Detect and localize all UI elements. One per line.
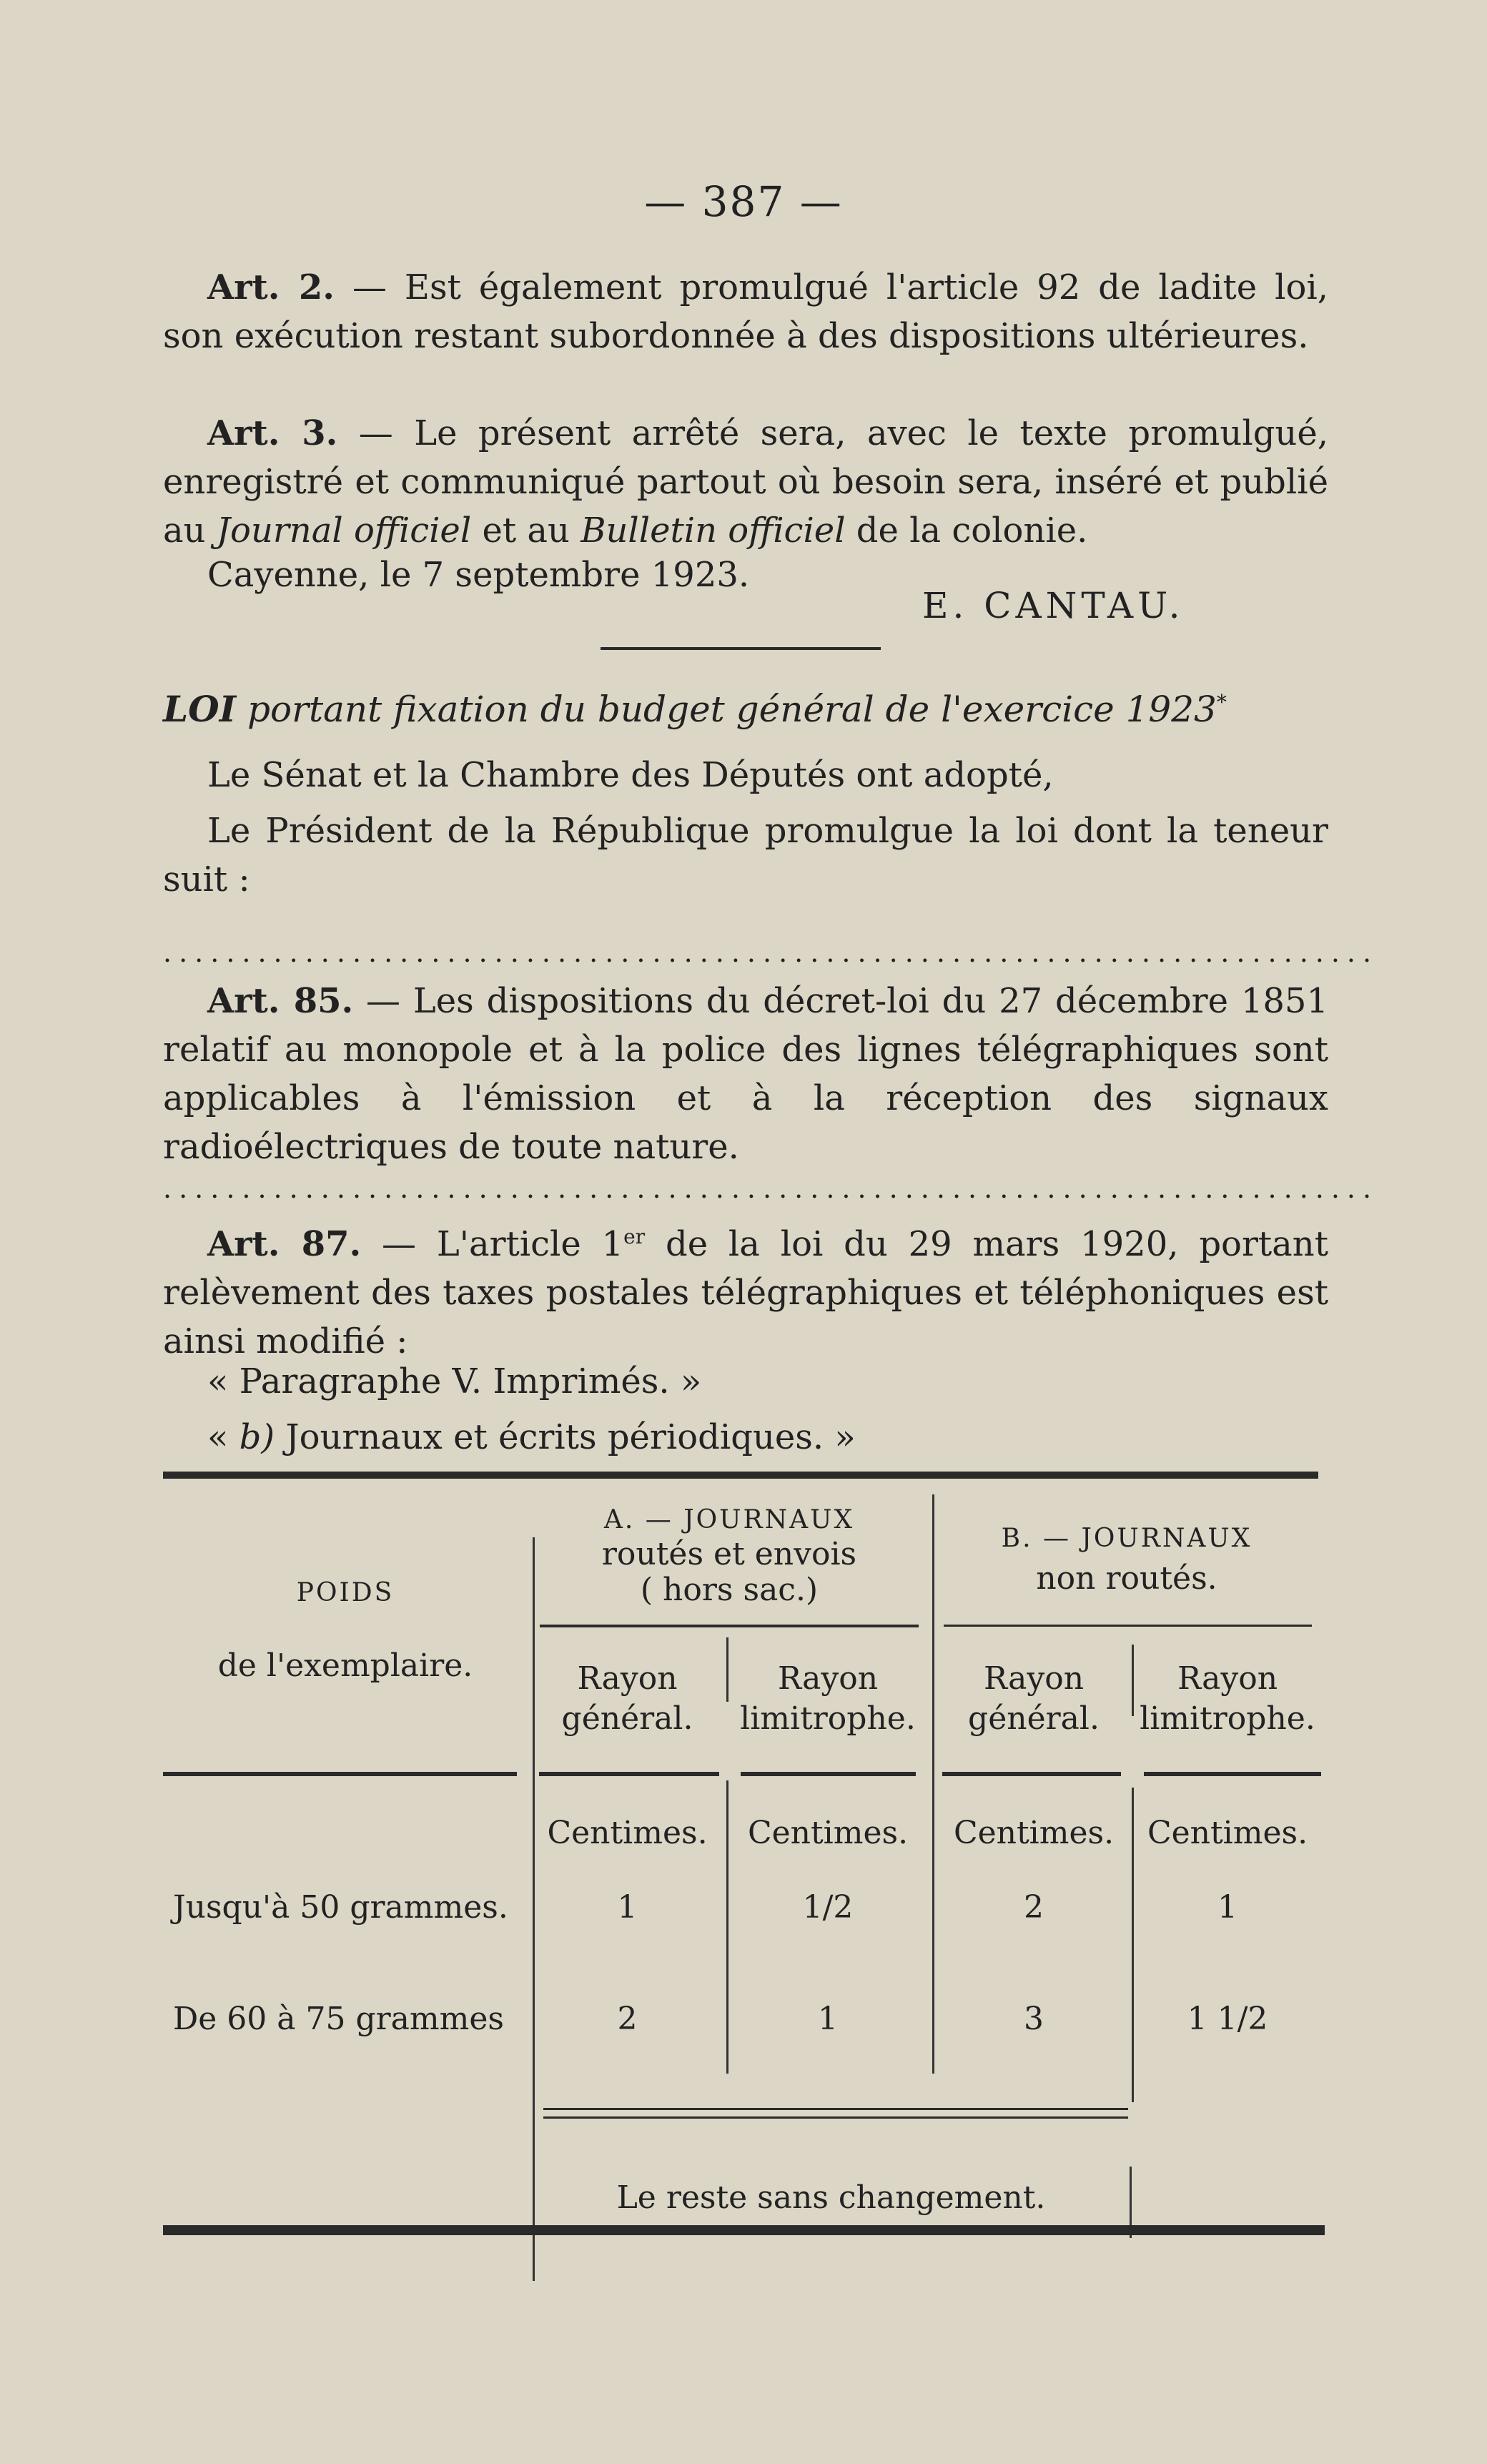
group-a-rule: [540, 1625, 919, 1627]
row-2-value-1: 2: [617, 2001, 638, 2037]
col3-header: [934, 1659, 1134, 1739]
footer-rule-2: [543, 2116, 1128, 2119]
table-footer: Le reste sans changement.: [616, 2179, 1046, 2216]
col3-header-l2: général.: [968, 1700, 1100, 1737]
law-title-mark: *: [1216, 690, 1227, 714]
col4-header: [1134, 1659, 1321, 1739]
law-title: [163, 688, 1227, 730]
dateline: Cayenne, le 7 septembre 1923.: [207, 555, 750, 595]
col2-header-l1: Rayon: [777, 1660, 879, 1697]
row-1-value-2: 1/2: [802, 1889, 854, 1926]
group-b-rule: [944, 1625, 1312, 1627]
row-2-label: De 60 à 75 grammes: [173, 2001, 504, 2037]
article-87-text-1: — L'article 1: [361, 1224, 624, 1264]
article-2-text: — Est également promulgué l'article 92 de ladite loi, son exécution restant subordonnée à des dispositions ultérieures.: [163, 267, 1329, 356]
header-poids: POIDS: [296, 1578, 395, 1607]
row-1-label: Jusqu'à 50 grammes.: [173, 1889, 508, 1926]
law-title-loi: LOI: [163, 688, 237, 730]
row-1-value-1: 1: [617, 1889, 638, 1926]
row-2-value-3: 3: [1024, 2001, 1044, 2037]
group-b-title: B. — JOURNAUX: [1001, 1524, 1253, 1553]
article-3-label: Art. 3.: [207, 413, 338, 453]
group-a-line2: routés et envois: [601, 1536, 857, 1572]
president-line: Le Président de la République promulgue la loi dont la teneur suit :: [163, 811, 1328, 900]
header-rule-2: [741, 1772, 916, 1776]
row-2-value-2: 1: [818, 2001, 838, 2037]
article-87: [163, 1213, 1328, 1366]
row-1-value-3: 2: [1024, 1889, 1044, 1926]
table-top-rule: [163, 1472, 1318, 1479]
signature: E. CANTAU.: [922, 585, 1185, 626]
header-rule-3: [942, 1772, 1121, 1776]
article-3: [163, 409, 1328, 555]
header-rule-4: [1144, 1772, 1321, 1776]
article-85: [163, 977, 1328, 1171]
dot-leader-1: .............................................................................: [163, 937, 1379, 968]
quote-b: b): [239, 1417, 275, 1457]
col2-header-l2: limitrophe.: [740, 1700, 916, 1737]
vline-3a: [1132, 1645, 1134, 1716]
article-85-text: — Les dispositions du décret-loi du 27 décembre 1851 relatif au monopole et à la police des lignes télégraphiques sont applicables à l'émission et à la réception des signaux radioélectriques de toute nature.: [163, 981, 1328, 1167]
article-87-text-2: de la loi du 29 mars 1920, portant relèvement des taxes postales télégraphiques et téléphoniques est ainsi modifié :: [163, 1224, 1329, 1361]
unit-col1: Centimes.: [547, 1815, 708, 1851]
article-87-sup: er: [623, 1225, 646, 1248]
vline-2: [932, 1494, 934, 2074]
col1-header-l2: général.: [561, 1700, 693, 1737]
col2-header: [728, 1659, 928, 1739]
page-number: — 387 —: [644, 177, 843, 226]
quote-rest: Journaux et écrits périodiques. »: [275, 1417, 856, 1457]
col1-header: [529, 1659, 726, 1739]
col4-header-l2: limitrophe.: [1140, 1700, 1315, 1737]
bulletin-officiel: Bulletin officiel: [581, 511, 846, 551]
article-2-label: Art. 2.: [207, 267, 335, 307]
header-rule-0: [163, 1772, 517, 1776]
header-rule-1: [539, 1772, 719, 1776]
table-bottom-rule: [163, 2225, 1325, 2235]
article-3-text-1: — Le présent arrêté sera, avec le texte promulgué, enregistré et communiqué partout où besoin sera, inséré et publié au: [163, 413, 1329, 551]
col3-header-l1: Rayon: [983, 1660, 1085, 1697]
article-85-label: Art. 85.: [207, 981, 354, 1021]
article-3-text-3: de la colonie.: [845, 511, 1088, 551]
header-exemplaire: de l'exemplaire.: [217, 1647, 473, 1684]
footer-rule-1: [543, 2108, 1128, 2110]
dot-leader-2: .............................................................................: [163, 1173, 1379, 1204]
col4-header-l1: Rayon: [1177, 1660, 1278, 1697]
group-a-line3: ( hors sac.): [640, 1572, 819, 1608]
group-b-line2: non routés.: [1036, 1560, 1217, 1597]
unit-col4: Centimes.: [1147, 1815, 1308, 1851]
journal-officiel: Journal officiel: [216, 511, 472, 551]
unit-col3: Centimes.: [953, 1815, 1115, 1851]
unit-col2: Centimes.: [747, 1815, 909, 1851]
quote-journaux: [207, 1413, 856, 1462]
col1-header-l1: Rayon: [577, 1660, 678, 1697]
row-2-value-4: 1 1/2: [1187, 2001, 1268, 2037]
vline-1a: [726, 1637, 728, 1702]
group-a-title: A. — JOURNAUX: [603, 1505, 855, 1534]
separator-rule: [601, 647, 881, 650]
article-2: [163, 263, 1328, 360]
article-87-label: Art. 87.: [207, 1224, 362, 1264]
article-3-text-2: et au: [471, 511, 581, 551]
row-1-value-4: 1: [1217, 1889, 1237, 1926]
law-title-text: portant fixation du budget général de l'exercice 1923: [236, 689, 1217, 730]
quote-open: «: [207, 1417, 239, 1457]
quote-paragraphe: « Paragraphe V. Imprimés. »: [207, 1361, 702, 1401]
senat-line: Le Sénat et la Chambre des Députés ont adopté,: [207, 755, 1054, 795]
